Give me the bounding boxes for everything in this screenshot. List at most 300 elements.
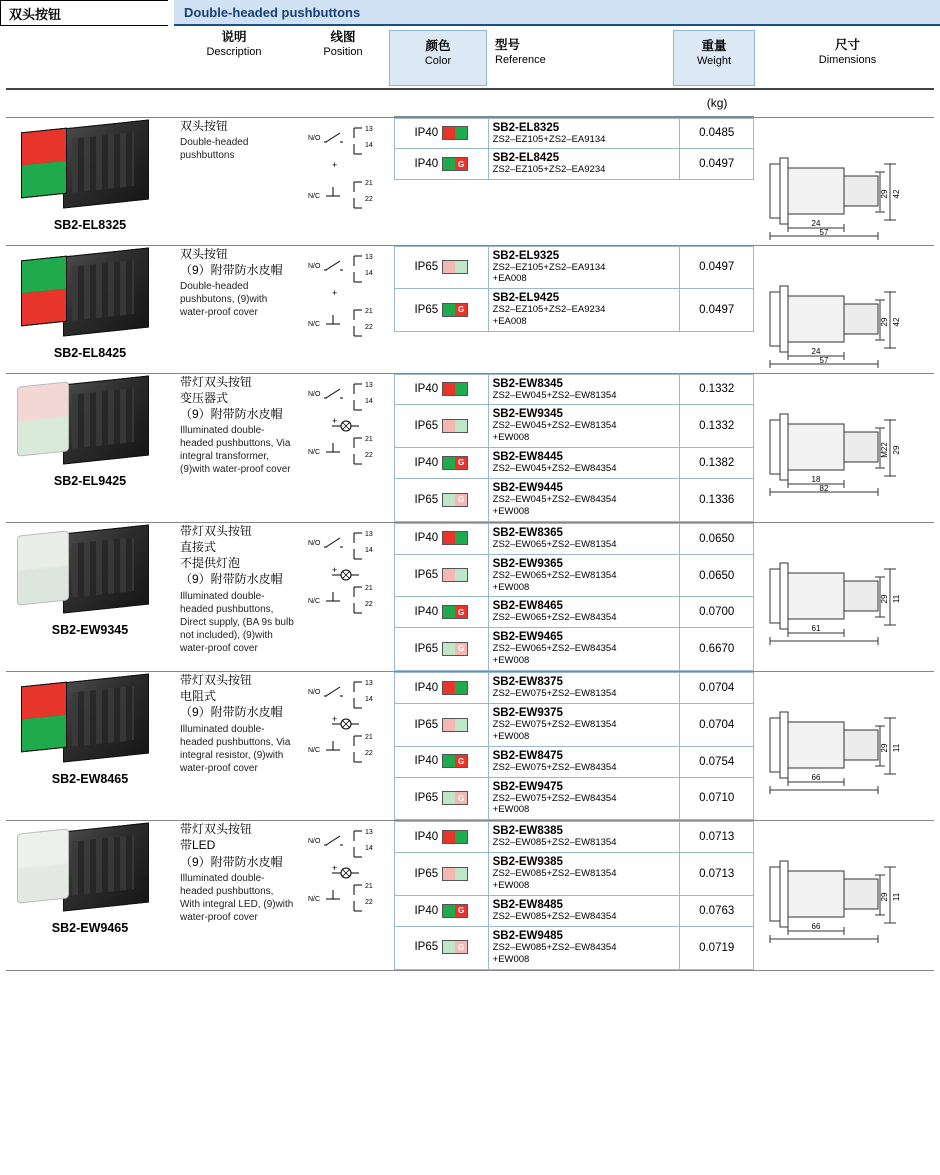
- variant-table: [394, 118, 754, 181]
- svg-text:21: 21: [365, 435, 373, 443]
- description-cn: 双头按钮 （9）附带防水皮帽: [180, 246, 283, 277]
- color-swatch: [442, 568, 468, 582]
- svg-text:N/C: N/C: [308, 320, 321, 328]
- variant-reference-detail: ZS2–EW045+ZS2–EW81354 +EW008: [492, 420, 617, 444]
- svg-text:21: 21: [365, 883, 373, 891]
- variant-reference: SB2-EW9375: [492, 706, 563, 719]
- svg-text:13: 13: [365, 680, 373, 687]
- ip-rating: IP40: [414, 830, 439, 843]
- svg-text:29: 29: [880, 594, 889, 604]
- description-en: Illuminated double-headed pushbuttons, Via integral resistor, (9)with water-proof cover: [180, 723, 291, 774]
- svg-text:14: 14: [365, 141, 373, 149]
- svg-text:82: 82: [819, 483, 829, 493]
- product-row: [6, 117, 934, 245]
- variant-reference-detail: ZS2–EZ105+ZS2–EA9134: [492, 133, 606, 145]
- variant-color-cell: [395, 554, 489, 597]
- variant-row[interactable]: [395, 926, 754, 969]
- svg-text:14: 14: [365, 397, 373, 405]
- color-swatch: [442, 531, 468, 545]
- variant-color-cell: [395, 374, 489, 405]
- variant-reference-detail: ZS2–EW065+ZS2–EW81354: [492, 538, 617, 550]
- variant-reference-detail: ZS2–EZ105+ZS2–EA9234 +EA008: [492, 304, 606, 328]
- ip-rating: IP65: [414, 569, 439, 582]
- ip-rating: IP40: [414, 606, 439, 619]
- description-cn: 带灯双头按钮 变压器式 （9）附带防水皮帽: [180, 374, 283, 421]
- svg-text:29: 29: [880, 892, 889, 902]
- product-code: SB2-EW9465: [51, 921, 129, 936]
- product-description-cell: [174, 522, 296, 671]
- ip-rating: IP65: [414, 642, 439, 655]
- product-photo: [15, 672, 165, 768]
- product-image-cell: [6, 672, 174, 821]
- svg-text:24: 24: [811, 346, 821, 356]
- variant-color-cell: [395, 149, 489, 180]
- description-en: Double-headed pushbutons, (9)with water-proof cover: [180, 280, 268, 318]
- position-diagram-cell: [296, 821, 394, 970]
- variant-row[interactable]: [395, 523, 754, 554]
- variant-color-cell: [395, 118, 489, 149]
- product-code: SB2-EL8325: [53, 217, 127, 232]
- variant-weight: 0.0700: [680, 597, 754, 628]
- variant-weight: 0.1336: [680, 479, 754, 522]
- product-image-cell: [6, 245, 174, 373]
- variant-row[interactable]: [395, 118, 754, 149]
- product-row: [6, 821, 934, 970]
- variant-row[interactable]: [395, 777, 754, 820]
- color-swatch: [442, 867, 468, 881]
- svg-text:57: 57: [819, 227, 829, 237]
- svg-text:N/O: N/O: [308, 689, 321, 696]
- variant-reference-detail: ZS2–EW065+ZS2–EW84354: [492, 612, 617, 624]
- variant-reference-cell: [488, 149, 680, 180]
- variant-table-cell: [394, 672, 754, 821]
- product-description-cell: [174, 821, 296, 970]
- svg-text:13: 13: [365, 125, 373, 133]
- product-code: SB2-EW9345: [51, 622, 129, 637]
- variant-reference-cell: [488, 374, 680, 405]
- svg-text:22: 22: [365, 600, 373, 608]
- variant-row[interactable]: [395, 746, 754, 777]
- variant-table: [394, 246, 754, 333]
- description-en: Illuminated double-headed pushbuttons, Direct supply, (BA 9s bulb not included), (9)with water-proof cover: [180, 590, 294, 654]
- position-diagram-cell: [296, 245, 394, 373]
- description-cn: 带灯双头按钮 带LED （9）附带防水皮帽: [180, 822, 283, 869]
- ip-rating: IP40: [414, 904, 439, 917]
- dimensions-cell: [754, 245, 934, 373]
- svg-text:22: 22: [365, 899, 373, 907]
- position-diagram-cell: [296, 672, 394, 821]
- variant-color-cell: [395, 523, 489, 554]
- color-swatch: [442, 718, 468, 732]
- variant-reference-cell: [488, 479, 680, 522]
- variant-reference-detail: ZS2–EW045+ZS2–EW84354: [492, 463, 617, 475]
- variant-weight: 0.0713: [680, 853, 754, 896]
- variant-weight: 0.0710: [680, 777, 754, 820]
- svg-text:22: 22: [365, 750, 373, 757]
- color-swatch: G: [442, 303, 468, 317]
- variant-reference-cell: [488, 853, 680, 896]
- page-header: [0, 0, 940, 26]
- color-swatch: [442, 382, 468, 396]
- variant-row[interactable]: [395, 554, 754, 597]
- variant-reference-cell: [488, 118, 680, 149]
- variant-reference-cell: [488, 405, 680, 448]
- variant-color-cell: [395, 853, 489, 896]
- variant-reference-detail: ZS2–EW085+ZS2–EW81354 +EW008: [492, 868, 617, 891]
- variant-reference: SB2-EW9475: [492, 780, 563, 793]
- dimensions-cell: [754, 522, 934, 671]
- variant-row[interactable]: [395, 853, 754, 896]
- variant-color-cell: [395, 673, 489, 704]
- ip-rating: IP65: [414, 261, 439, 274]
- variant-reference-detail: ZS2–EW065+ZS2–EW81354 +EW008: [492, 569, 617, 593]
- variant-row[interactable]: [395, 479, 754, 522]
- product-row: [6, 245, 934, 373]
- column-header-row: [0, 30, 940, 88]
- svg-text:18: 18: [811, 474, 821, 484]
- variant-color-cell: [395, 246, 489, 289]
- variant-reference: SB2-EW9385: [492, 856, 563, 869]
- description-en: Illuminated double-headed pushbuttons, Via integral transformer, (9)with water-proof cover: [180, 425, 291, 476]
- product-image-cell: [6, 117, 174, 245]
- variant-reference-cell: [488, 895, 680, 926]
- color-swatch: [442, 260, 468, 274]
- product-image-cell: [6, 821, 174, 970]
- variant-weight: 0.6670: [680, 628, 754, 671]
- variant-reference-cell: [488, 822, 680, 853]
- product-photo: [15, 523, 165, 619]
- variant-table: [394, 523, 754, 671]
- column-header-description: 说明 Description: [206, 30, 262, 58]
- ip-rating: IP65: [414, 493, 439, 506]
- color-swatch: [442, 419, 468, 433]
- svg-text:13: 13: [365, 530, 373, 538]
- variant-table-cell: [394, 373, 754, 522]
- variant-reference-detail: ZS2–EW075+ZS2–EW81354 +EW008: [492, 718, 617, 742]
- variant-reference-detail: ZS2–EW045+ZS2–EW81354: [492, 389, 617, 401]
- variant-reference: SB2-EL8325: [492, 121, 560, 134]
- svg-text:+: +: [332, 863, 338, 874]
- product-description-cell: [174, 672, 296, 821]
- svg-text:+: +: [332, 415, 338, 426]
- color-swatch: G: [442, 456, 468, 470]
- ip-rating: IP65: [414, 718, 439, 731]
- weight-unit-label: (kg): [680, 90, 754, 116]
- svg-text:22: 22: [365, 323, 373, 331]
- variant-reference-cell: [488, 246, 680, 289]
- svg-text:N/C: N/C: [308, 597, 321, 605]
- variant-row[interactable]: [395, 246, 754, 289]
- svg-text:14: 14: [365, 845, 373, 853]
- ip-rating: IP40: [414, 532, 439, 545]
- variant-weight: 0.0713: [680, 822, 754, 853]
- variant-reference-cell: [488, 926, 680, 969]
- column-header-color: 颜色 Color: [389, 30, 487, 86]
- variant-reference-cell: [488, 628, 680, 671]
- variant-row[interactable]: [395, 895, 754, 926]
- variant-weight: 0.0754: [680, 746, 754, 777]
- color-swatch: [442, 681, 468, 695]
- variant-reference: SB2-EW9465: [492, 631, 563, 644]
- variant-table: [394, 374, 754, 522]
- header-en-title: Double-headed pushbuttons: [174, 0, 940, 26]
- ip-rating: IP65: [414, 420, 439, 433]
- dimensions-cell: [754, 117, 934, 245]
- product-photo: [15, 118, 165, 214]
- variant-weight: 0.0763: [680, 895, 754, 926]
- svg-text:21: 21: [365, 179, 373, 187]
- variant-reference-cell: [488, 777, 680, 820]
- variant-color-cell: [395, 479, 489, 522]
- svg-text:N/C: N/C: [308, 747, 321, 754]
- svg-text:N/O: N/O: [308, 390, 321, 398]
- svg-text:42: 42: [892, 189, 901, 198]
- variant-reference-cell: [488, 673, 680, 704]
- ip-rating: IP65: [414, 303, 439, 316]
- variant-weight: 0.1382: [680, 448, 754, 479]
- svg-text:24: 24: [811, 218, 821, 228]
- svg-text:N/O: N/O: [308, 838, 321, 846]
- description-cn: 带灯双头按钮 电阻式 （9）附带防水皮帽: [180, 673, 283, 720]
- product-row: [6, 672, 934, 821]
- svg-text:13: 13: [365, 381, 373, 389]
- product-row: [6, 522, 934, 671]
- svg-text:29: 29: [880, 743, 889, 753]
- svg-text:N/O: N/O: [308, 134, 321, 142]
- description-cn: 带灯双头按钮 直接式 不提供灯泡 （9）附带防水皮帽: [180, 523, 283, 587]
- variant-reference-detail: ZS2–EW085+ZS2–EW81354: [492, 837, 617, 849]
- ip-rating: IP40: [414, 158, 439, 171]
- position-diagram-cell: [296, 522, 394, 671]
- svg-text:13: 13: [365, 829, 373, 837]
- variant-reference-detail: ZS2–EW075+ZS2–EW84354: [492, 761, 617, 773]
- product-table: [6, 90, 934, 971]
- ip-rating: IP65: [414, 792, 439, 805]
- variant-row[interactable]: [395, 374, 754, 405]
- svg-text:+: +: [332, 287, 338, 298]
- variant-reference: SB2-EW9445: [492, 482, 563, 494]
- variant-reference: SB2-EW8475: [492, 749, 563, 762]
- svg-text:M22: M22: [880, 441, 889, 458]
- product-photo: [15, 374, 165, 470]
- variant-color-cell: [395, 703, 489, 746]
- variant-table-cell: [394, 821, 754, 970]
- variant-weight: 0.0497: [680, 246, 754, 289]
- variant-reference: SB2-EW8385: [492, 825, 563, 838]
- variant-table-cell: [394, 522, 754, 671]
- color-swatch: G: [442, 605, 468, 619]
- variant-reference: SB2-EW8445: [492, 451, 563, 464]
- variant-color-cell: [395, 289, 489, 332]
- svg-text:57: 57: [819, 355, 829, 365]
- svg-text:11: 11: [892, 743, 901, 753]
- variant-reference: SB2-EL9425: [492, 292, 560, 305]
- product-code: SB2-EL8425: [53, 345, 127, 360]
- svg-text:14: 14: [365, 269, 373, 277]
- variant-reference-cell: [488, 703, 680, 746]
- svg-text:66: 66: [811, 922, 821, 932]
- variant-table-cell: [394, 117, 754, 245]
- variant-color-cell: [395, 628, 489, 671]
- variant-weight: 0.0650: [680, 523, 754, 554]
- variant-reference-detail: ZS2–EZ105+ZS2–EA9234: [492, 164, 606, 176]
- variant-reference-cell: [488, 746, 680, 777]
- variant-weight: 0.1332: [680, 405, 754, 448]
- color-swatch: [442, 830, 468, 844]
- svg-text:29: 29: [880, 317, 889, 326]
- variant-reference: SB2-EW9365: [492, 557, 563, 570]
- variant-table: [394, 821, 754, 969]
- variant-reference-cell: [488, 523, 680, 554]
- product-photo: [15, 821, 165, 917]
- variant-row[interactable]: [395, 597, 754, 628]
- variant-reference-detail: ZS2–EZ105+ZS2–EA9134 +EA008: [492, 261, 606, 285]
- variant-table: [394, 672, 754, 820]
- product-description-cell: [174, 117, 296, 245]
- ip-rating: IP40: [414, 456, 439, 469]
- variant-reference: SB2-EW8465: [492, 600, 563, 613]
- svg-text:66: 66: [811, 773, 821, 782]
- variant-row[interactable]: [395, 673, 754, 704]
- variant-row[interactable]: [395, 703, 754, 746]
- variant-row[interactable]: [395, 289, 754, 332]
- svg-text:N/O: N/O: [308, 539, 321, 547]
- svg-text:21: 21: [365, 307, 373, 315]
- variant-row[interactable]: [395, 149, 754, 180]
- variant-reference: SB2-EL9325: [492, 249, 560, 262]
- variant-reference: SB2-EW8365: [492, 526, 563, 539]
- variant-reference: SB2-EW8345: [492, 377, 563, 390]
- variant-reference-cell: [488, 597, 680, 628]
- svg-text:+: +: [332, 714, 338, 724]
- variant-color-cell: [395, 405, 489, 448]
- variant-weight: 0.0650: [680, 554, 754, 597]
- color-swatch: G: [442, 642, 468, 656]
- position-diagram-cell: [296, 373, 394, 522]
- svg-text:N/C: N/C: [308, 192, 321, 200]
- variant-row[interactable]: [395, 405, 754, 448]
- description-cn: 双头按钮: [180, 118, 229, 133]
- column-header-position: 线图 Position: [323, 30, 363, 58]
- variant-reference-detail: ZS2–EW045+ZS2–EW84354 +EW008: [492, 494, 617, 517]
- description-en: Double-headed pushbuttons: [180, 136, 249, 161]
- svg-text:N/C: N/C: [308, 896, 321, 904]
- svg-text:13: 13: [365, 253, 373, 261]
- variant-color-cell: [395, 448, 489, 479]
- dimensions-cell: [754, 672, 934, 821]
- column-header-reference: 型号 Reference: [495, 38, 546, 66]
- svg-text:+: +: [332, 159, 338, 170]
- ip-rating: IP65: [414, 867, 439, 880]
- variant-reference-cell: [488, 554, 680, 597]
- svg-text:N/C: N/C: [308, 448, 321, 456]
- svg-text:14: 14: [365, 696, 373, 703]
- ip-rating: IP40: [414, 681, 439, 694]
- svg-text:29: 29: [880, 189, 889, 198]
- product-image-cell: [6, 373, 174, 522]
- color-swatch: G: [442, 791, 468, 805]
- variant-color-cell: [395, 777, 489, 820]
- svg-text:42: 42: [892, 317, 901, 326]
- color-swatch: G: [442, 940, 468, 954]
- variant-reference: SB2-EW9485: [492, 929, 563, 942]
- variant-reference: SB2-EW9345: [492, 408, 563, 421]
- color-swatch: G: [442, 157, 468, 171]
- ip-rating: IP40: [414, 755, 439, 768]
- variant-reference-detail: ZS2–EW075+ZS2–EW84354 +EW008: [492, 792, 617, 816]
- ip-rating: IP40: [414, 383, 439, 396]
- color-swatch: G: [442, 493, 468, 507]
- svg-text:14: 14: [365, 546, 373, 554]
- variant-weight: 0.0485: [680, 118, 754, 149]
- variant-reference-detail: ZS2–EW085+ZS2–EW84354: [492, 910, 617, 922]
- description-en: Illuminated double-headed pushbuttons, With integral LED, (9)with water-proof cover: [180, 872, 294, 923]
- product-description-cell: [174, 373, 296, 522]
- variant-row[interactable]: [395, 628, 754, 671]
- variant-weight: 0.0704: [680, 703, 754, 746]
- variant-reference: SB2-EW8375: [492, 676, 563, 688]
- svg-text:22: 22: [365, 195, 373, 203]
- variant-color-cell: [395, 895, 489, 926]
- dimensions-cell: [754, 373, 934, 522]
- product-code: SB2-EL9425: [53, 473, 127, 488]
- variant-reference: SB2-EL8425: [492, 152, 560, 165]
- svg-text:22: 22: [365, 451, 373, 459]
- weight-unit-row: [6, 90, 934, 117]
- color-swatch: G: [442, 754, 468, 768]
- column-header-weight: 重量 Weight: [673, 30, 755, 86]
- header-cn-tab: 双头按钮: [0, 0, 168, 26]
- variant-weight: 0.0497: [680, 289, 754, 332]
- svg-text:11: 11: [892, 594, 901, 603]
- svg-text:29: 29: [892, 445, 901, 454]
- svg-text:21: 21: [365, 734, 373, 741]
- variant-reference-detail: ZS2–EW075+ZS2–EW81354: [492, 688, 617, 699]
- product-code: SB2-EW8465: [51, 772, 129, 786]
- dimensions-cell: [754, 821, 934, 970]
- variant-color-cell: [395, 597, 489, 628]
- variant-row[interactable]: [395, 448, 754, 479]
- product-description-cell: [174, 245, 296, 373]
- variant-weight: 0.0704: [680, 673, 754, 704]
- ip-rating: IP40: [414, 127, 439, 140]
- variant-weight: 0.0719: [680, 926, 754, 969]
- svg-text:11: 11: [892, 893, 901, 902]
- ip-rating: IP65: [414, 941, 439, 954]
- svg-text:+: +: [332, 564, 338, 575]
- position-diagram-cell: [296, 117, 394, 245]
- variant-color-cell: [395, 746, 489, 777]
- product-image-cell: [6, 522, 174, 671]
- color-swatch: [442, 126, 468, 140]
- svg-text:21: 21: [365, 584, 373, 592]
- variant-row[interactable]: [395, 822, 754, 853]
- variant-reference-detail: ZS2–EW085+ZS2–EW84354 +EW008: [492, 941, 617, 965]
- svg-text:N/O: N/O: [308, 262, 321, 270]
- variant-reference-detail: ZS2–EW065+ZS2–EW84354 +EW008: [492, 643, 617, 667]
- variant-weight: 0.1332: [680, 374, 754, 405]
- column-header-dimensions: 尺寸 Dimensions: [818, 38, 877, 66]
- svg-text:61: 61: [811, 623, 821, 633]
- variant-reference-cell: [488, 448, 680, 479]
- product-photo: [15, 246, 165, 342]
- variant-table-cell: [394, 245, 754, 373]
- variant-color-cell: [395, 926, 489, 969]
- product-row: [6, 373, 934, 522]
- variant-color-cell: [395, 822, 489, 853]
- color-swatch: G: [442, 904, 468, 918]
- variant-reference: SB2-EW8485: [492, 898, 563, 911]
